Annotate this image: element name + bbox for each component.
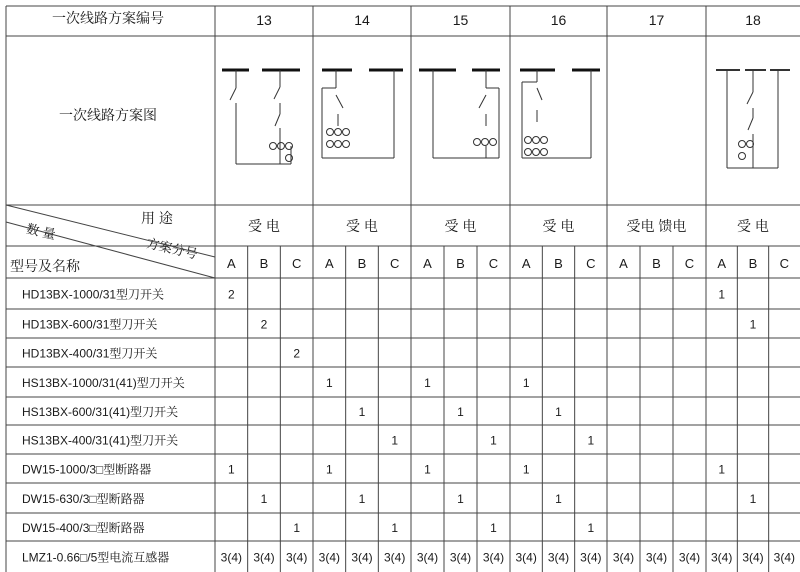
quantity-cell: 3(4) bbox=[253, 550, 275, 565]
sub-scheme-letter: C bbox=[291, 256, 302, 271]
component-name: DW15-400/3□型断路器 bbox=[22, 521, 145, 535]
quantity-cell: 1 bbox=[457, 492, 464, 506]
sub-scheme-letter: B bbox=[357, 256, 367, 271]
sub-scheme-letter: C bbox=[586, 256, 596, 271]
quantity-cell: 3(4) bbox=[515, 550, 537, 565]
quantity-cell: 3(4) bbox=[482, 550, 505, 565]
component-name: DW15-1000/3□型断路器 bbox=[22, 462, 152, 477]
scheme-number-header: 一次线路方案编号 bbox=[52, 10, 164, 26]
scheme-number: 18 bbox=[745, 12, 761, 28]
quantity-cell: 1 bbox=[424, 376, 431, 390]
sub-scheme-letter: A bbox=[521, 256, 531, 271]
quantity-cell: 1 bbox=[325, 462, 333, 477]
quantity-cell: 1 bbox=[718, 462, 726, 477]
diagram-scheme-18 bbox=[716, 70, 790, 168]
component-name: DW15-630/3□型断路器 bbox=[22, 492, 145, 506]
sub-scheme-label: 方案分号 bbox=[144, 235, 200, 262]
quantity-cell: 3(4) bbox=[351, 550, 373, 565]
component-name: HS13BX-600/31(41)型刀开关 bbox=[22, 405, 179, 419]
sub-scheme-letter: B bbox=[748, 256, 758, 271]
diagram-row-header: 一次线路方案图 bbox=[59, 107, 157, 123]
sub-scheme-letter: A bbox=[717, 256, 727, 271]
quantity-cell: 3(4) bbox=[220, 550, 243, 565]
quantity-cell: 1 bbox=[490, 521, 497, 535]
quantity-label: 数 量 bbox=[24, 221, 57, 243]
quantity-cell: 3(4) bbox=[318, 550, 341, 565]
quantity-cell: 3(4) bbox=[449, 550, 472, 565]
quantity-cell: 1 bbox=[555, 405, 562, 419]
scheme-number: 16 bbox=[550, 12, 567, 28]
component-name: LMZ1-0.66□/5型电流互感器 bbox=[22, 550, 170, 565]
quantity-cell: 1 bbox=[391, 433, 399, 448]
quantity-cell: 1 bbox=[325, 376, 333, 390]
quantity-cell: 3(4) bbox=[580, 550, 602, 565]
sub-scheme-letter: A bbox=[324, 256, 334, 271]
quantity-cell: 3(4) bbox=[773, 550, 796, 565]
quantity-cell: 3(4) bbox=[383, 550, 406, 565]
quantity-cell: 2 bbox=[227, 287, 235, 302]
diagram-scheme-14 bbox=[322, 70, 403, 158]
model-name-label: 型号及名称 bbox=[10, 258, 80, 274]
sub-scheme-letter: C bbox=[389, 256, 400, 271]
quantity-cell: 1 bbox=[227, 462, 235, 477]
sub-scheme-letter: A bbox=[423, 256, 432, 271]
sub-scheme-letter: C bbox=[488, 256, 499, 271]
component-name: HD13BX-400/31型刀开关 bbox=[22, 346, 158, 361]
scheme-purpose: 受 电 bbox=[444, 218, 477, 234]
diagram-scheme-15 bbox=[419, 70, 500, 158]
quantity-cell: 3(4) bbox=[710, 550, 733, 565]
sub-scheme-letter: A bbox=[226, 256, 236, 271]
diagram-scheme-16 bbox=[520, 70, 600, 158]
sub-scheme-letter: C bbox=[779, 256, 790, 271]
quantity-cell: 1 bbox=[424, 462, 431, 477]
diagram-scheme-13 bbox=[222, 70, 300, 164]
component-name: HS13BX-1000/31(41)型刀开关 bbox=[22, 376, 185, 390]
quantity-cell: 1 bbox=[260, 492, 268, 506]
scheme-number: 15 bbox=[452, 12, 469, 28]
scheme-purpose: 受 电 bbox=[542, 218, 575, 234]
sub-scheme-letter: B bbox=[456, 256, 465, 271]
scheme-purpose: 受 电 bbox=[248, 218, 280, 234]
component-name: HD13BX-1000/31型刀开关 bbox=[22, 287, 165, 302]
quantity-cell: 1 bbox=[293, 521, 301, 535]
quantity-cell: 3(4) bbox=[742, 550, 764, 565]
quantity-cell: 1 bbox=[391, 521, 399, 535]
sub-scheme-letter: B bbox=[259, 256, 269, 271]
quantity-cell: 1 bbox=[522, 462, 530, 477]
purpose-label: 用 途 bbox=[141, 210, 173, 226]
sub-scheme-letter: B bbox=[554, 256, 563, 271]
scheme-number: 13 bbox=[256, 12, 272, 28]
quantity-cell: 3(4) bbox=[612, 550, 635, 565]
quantity-cell: 1 bbox=[358, 492, 366, 506]
scheme-purpose: 受 电 bbox=[737, 218, 769, 234]
component-name: HD13BX-600/31型刀开关 bbox=[22, 317, 158, 332]
quantity-cell: 3(4) bbox=[645, 550, 668, 565]
sub-scheme-letter: A bbox=[619, 256, 628, 271]
component-name: HS13BX-400/31(41)型刀开关 bbox=[22, 433, 179, 448]
quantity-cell: 1 bbox=[358, 405, 366, 419]
scheme-purpose: 受电 馈电 bbox=[626, 218, 687, 234]
quantity-cell: 1 bbox=[457, 405, 464, 419]
quantity-cell: 3(4) bbox=[678, 550, 701, 565]
quantity-cell: 1 bbox=[718, 287, 726, 302]
quantity-cell: 1 bbox=[555, 492, 562, 506]
quantity-cell: 3(4) bbox=[416, 550, 439, 565]
quantity-cell: 3(4) bbox=[285, 550, 308, 565]
quantity-cell: 3(4) bbox=[547, 550, 570, 565]
quantity-cell: 1 bbox=[749, 317, 757, 332]
sub-scheme-letter: B bbox=[652, 256, 661, 271]
quantity-cell: 1 bbox=[587, 433, 595, 448]
scheme-purpose: 受 电 bbox=[346, 218, 378, 234]
quantity-cell: 2 bbox=[260, 317, 268, 332]
quantity-cell: 2 bbox=[293, 346, 301, 361]
quantity-cell: 1 bbox=[587, 521, 595, 535]
quantity-cell: 1 bbox=[490, 433, 497, 448]
scheme-number: 17 bbox=[648, 12, 665, 28]
quantity-cell: 1 bbox=[749, 492, 757, 506]
sub-scheme-letter: C bbox=[684, 256, 695, 271]
quantity-cell: 1 bbox=[522, 376, 530, 390]
scheme-number: 14 bbox=[354, 12, 370, 28]
